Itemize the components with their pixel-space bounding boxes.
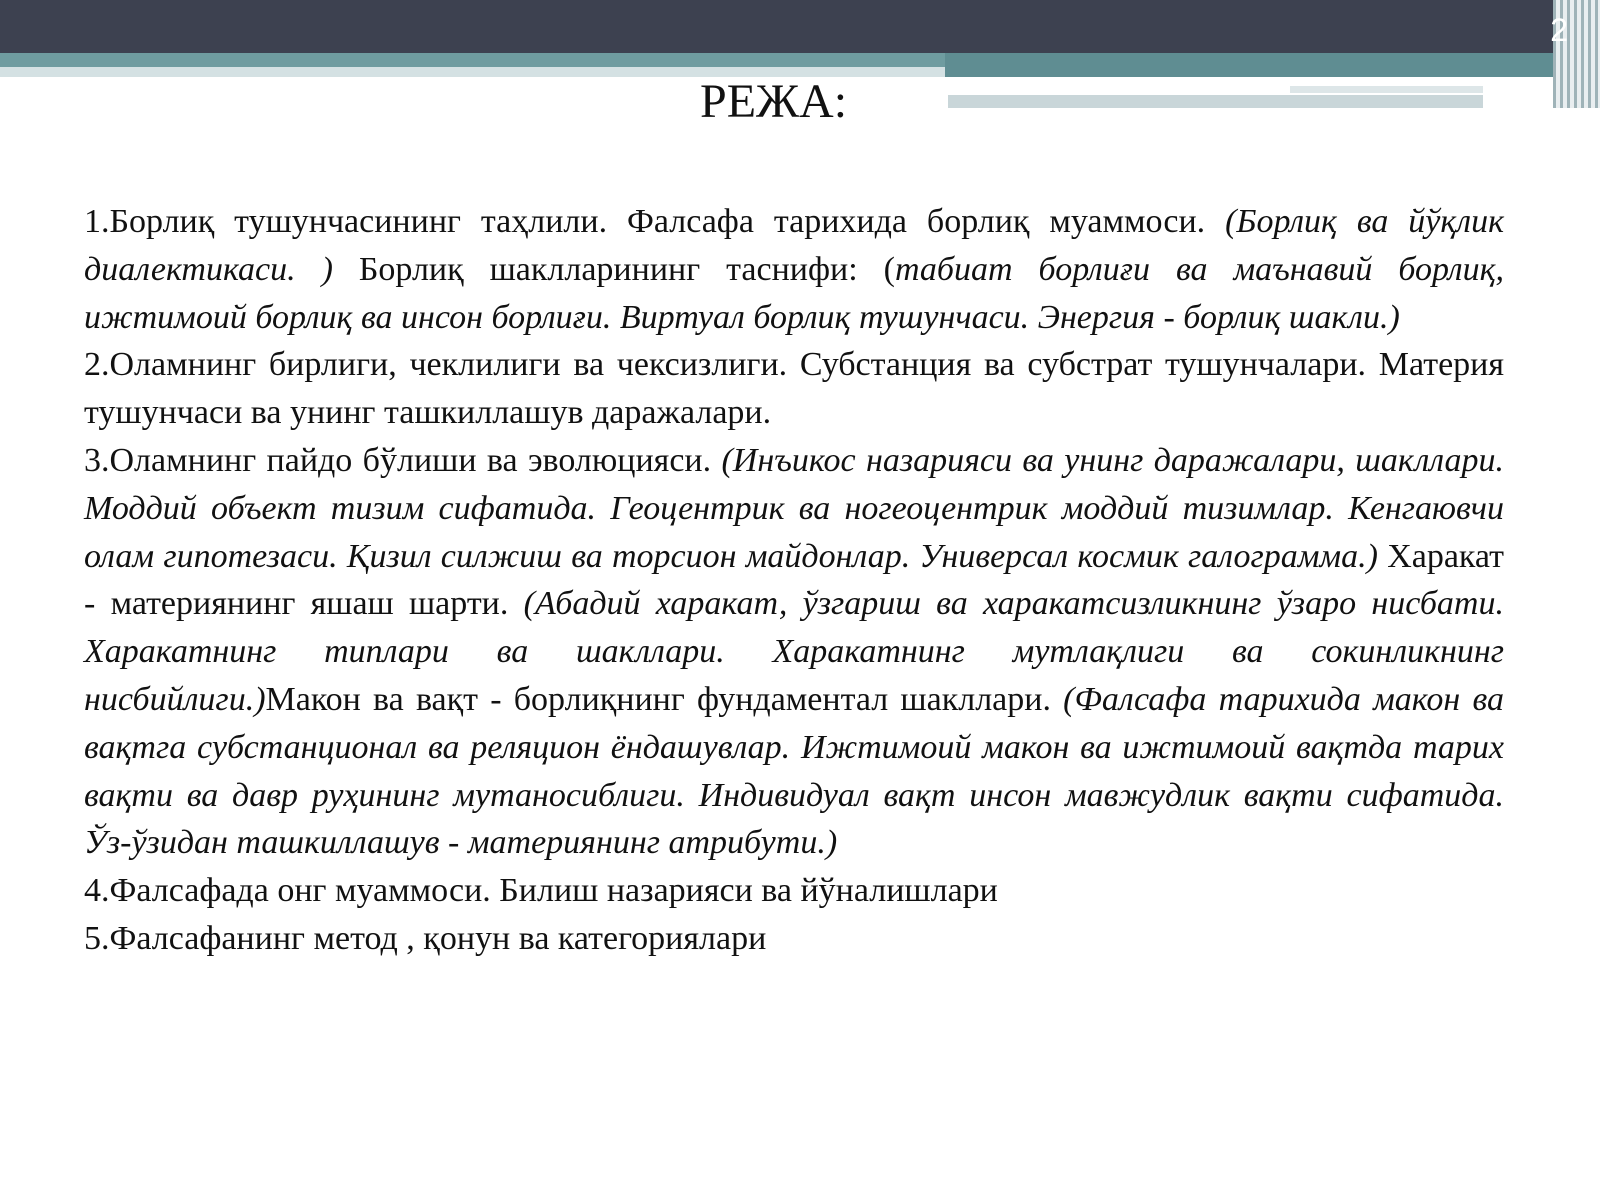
header-bar-dark xyxy=(0,0,1600,53)
plan-item-1 xyxy=(84,198,1504,341)
plan-item-1-italic: (Борлиқ ва йўқлик диалектикаси. ) xyxy=(84,203,1505,288)
plan-item-3-text: 3.Оламнинг пайдо бўлиши ва эволюцияси. xyxy=(84,441,722,479)
plan-item-3-text: Макон ва вақт - борлиқнинг фундаментал шакллари. xyxy=(265,680,1064,718)
plan-item-4-text: 4.Фалсафада онг муаммоси. Билиш назарияси ва йўналишлари xyxy=(84,872,998,910)
slide-title: РЕЖА: xyxy=(700,75,848,128)
plan-item-3 xyxy=(84,437,1504,867)
plan-item-2-text: 2.Оламнинг бирлиги, чеклилиги ва чексизлиги. Субстанция ва субстрат тушунчалари. Материя тушунчаси ва унинг ташкиллашув даражалари. xyxy=(84,346,1504,432)
plan-item-3-italic: (Абадий харакат, ўзгариш ва харакатсизликнинг ўзаро нисбати. Харакатнинг типлари ва шакллари. Харакатнинг мутлақлиги ва сокинликнинг нисбийлиги.) xyxy=(84,585,1504,718)
header-bar-right xyxy=(945,53,1600,77)
slide-number: 2 xyxy=(1550,12,1568,48)
plan-item-1-text: Борлиқ шаклларининг таснифи: ( xyxy=(332,250,895,288)
plan-item-3-italic: (Фалсафа тарихида макон ва вақтга субстанционал ва реляцион ёндашувлар. Ижтимоий макон ва ижтимоий вақтда тарих вақти ва давр руҳининг мутаносиблиги. Индивидуал вақт инсон мавжудлик вақти сифатида. Ўз-ўзидан ташкиллашув - материянинг атрибути.) xyxy=(84,680,1504,862)
plan-item-5 xyxy=(84,915,1504,963)
plan-item-5-text: 5.Фалсафанинг метод , қонун ва категориялари xyxy=(84,919,767,957)
header-strip-upper xyxy=(1290,86,1483,93)
plan-item-1-italic: табиат борлиғи ва маънавий борлиқ, ижтимоий борлиқ ва инсон борлиғи. Виртуал борлиқ тушунчаси. Энергия - борлиқ шакли.) xyxy=(84,250,1504,336)
plan-item-4 xyxy=(84,867,1504,915)
header-strip xyxy=(948,95,1483,108)
plan-item-2 xyxy=(84,341,1504,437)
plan-item-3-text: Харакат - материянинг яшаш шарти. xyxy=(84,537,1505,623)
plan-item-3-italic: (Инъикос назарияси ва унинг даражалари, шакллари. Моддий объект тизим сифатида. Геоцентрик ва ногеоцентрик моддий тизимлар. Кенгаювчи олам гипотезаси. Қизил силжиш ва торсион майдонлар. Универсал космик галограмма.) xyxy=(84,441,1505,575)
plan-item-1-text: 1.Борлиқ тушунчасининг таҳлили. Фалсафа тарихида борлиқ муаммоси. xyxy=(84,203,1226,240)
plan-list xyxy=(84,198,1504,963)
header-bar-teal xyxy=(0,53,945,67)
